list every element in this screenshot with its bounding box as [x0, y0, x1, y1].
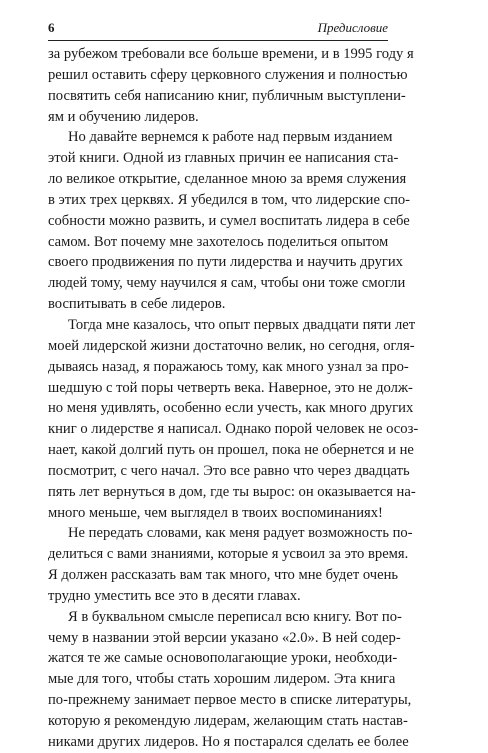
text-line: Но давайте вернемся к работе над первым изданием [68, 129, 393, 146]
text-line: Я должен рассказать вам так много, что мне будет очень [48, 567, 399, 584]
text-line: Не передать словами, как меня радует возможность по- [68, 525, 413, 542]
text-line: мые для того, чтобы стать хорошим лидером. Эта книга [48, 671, 396, 688]
text-line: самом. Вот почему мне захотелось поделиться опытом [48, 233, 389, 250]
body-text [48, 44, 419, 753]
text-line: Я в буквальном смысле переписал всю книгу. Вот по- [68, 608, 402, 625]
text-line: шедшую с той поры четверть века. Наверное, это не долж- [48, 379, 413, 396]
text-line: трудно уместить все это в десяти главах. [48, 587, 301, 604]
text-line: жатся те же самые основополагающие уроки, необходи- [48, 650, 398, 667]
paragraph-4 [48, 523, 413, 606]
text-line: делиться с вами знаниями, которые я усвоил за это время. [48, 546, 409, 563]
text-line: чему в названии этой версии указано «2.0». В ней содер- [48, 629, 401, 646]
section-title: Предисловие [317, 20, 388, 35]
text-line: этой книги. Одной из главных причин ее написания ста- [48, 150, 399, 167]
text-line: в этих трех церквях. Я убедился в том, что лидерские спо- [48, 191, 411, 208]
text-line: воспитывать в себе лидеров. [48, 296, 226, 313]
text-line: собности можно развить, и сумел воспитать лидера в себе [48, 212, 410, 229]
text-line: нает, какой долгий путь он прошел, пока не обернется и не [48, 442, 414, 459]
text-line: много меньше, чем выглядел в твоих воспоминаниях! [48, 504, 383, 521]
paragraph-5 [48, 607, 412, 753]
text-line: ло великое открытие, сделанное мною за время служения [48, 171, 407, 188]
paragraph-3 [48, 315, 419, 523]
page-number: 6 [48, 20, 55, 35]
text-line: ям и обучению лидеров. [48, 108, 199, 125]
text-line: посвятить себя написанию книг, публичным выступлени- [48, 87, 406, 104]
text-line: пять лет вернуться в дом, где ты вырос: он оказывается на- [48, 483, 416, 500]
text-line: дываясь назад, я поражаюсь тому, как много узнал за про- [48, 358, 409, 375]
text-line: по-прежнему занимает первое место в списке литературы, [48, 692, 412, 709]
running-head [48, 20, 388, 40]
paragraph-2 [48, 127, 411, 315]
text-line: решил оставить сферу церковного служения и полностью [48, 66, 408, 83]
text-line: книг о лидерстве я написал. Однако порой человек не осоз- [48, 421, 419, 438]
text-line: людей тому, чему научился я сам, чтобы они тоже смогли [48, 275, 406, 292]
text-line: моей лидерской жизни достаточно велик, но сегодня, огля- [48, 337, 415, 354]
text-line: за рубежом требовали все больше времени, и в 1995 году я [48, 46, 414, 62]
header-divider [48, 40, 388, 41]
text-line: Тогда мне казалось, что опыт первых двадцати пяти лет [68, 316, 416, 333]
text-line: посмотрит, с чего начал. Это все равно что через двадцать [48, 462, 410, 479]
text-line: но меня удивлять, особенно если учесть, как много других [48, 400, 414, 417]
text-line: которую я рекомендую лидерам, желающим стать настав- [48, 713, 408, 729]
text-line: никами других лидеров. Но я постарался сделать ее более [48, 733, 409, 750]
text-line: своего продвижения по пути лидерства и научить других [48, 254, 403, 271]
paragraph-1 [48, 44, 414, 127]
